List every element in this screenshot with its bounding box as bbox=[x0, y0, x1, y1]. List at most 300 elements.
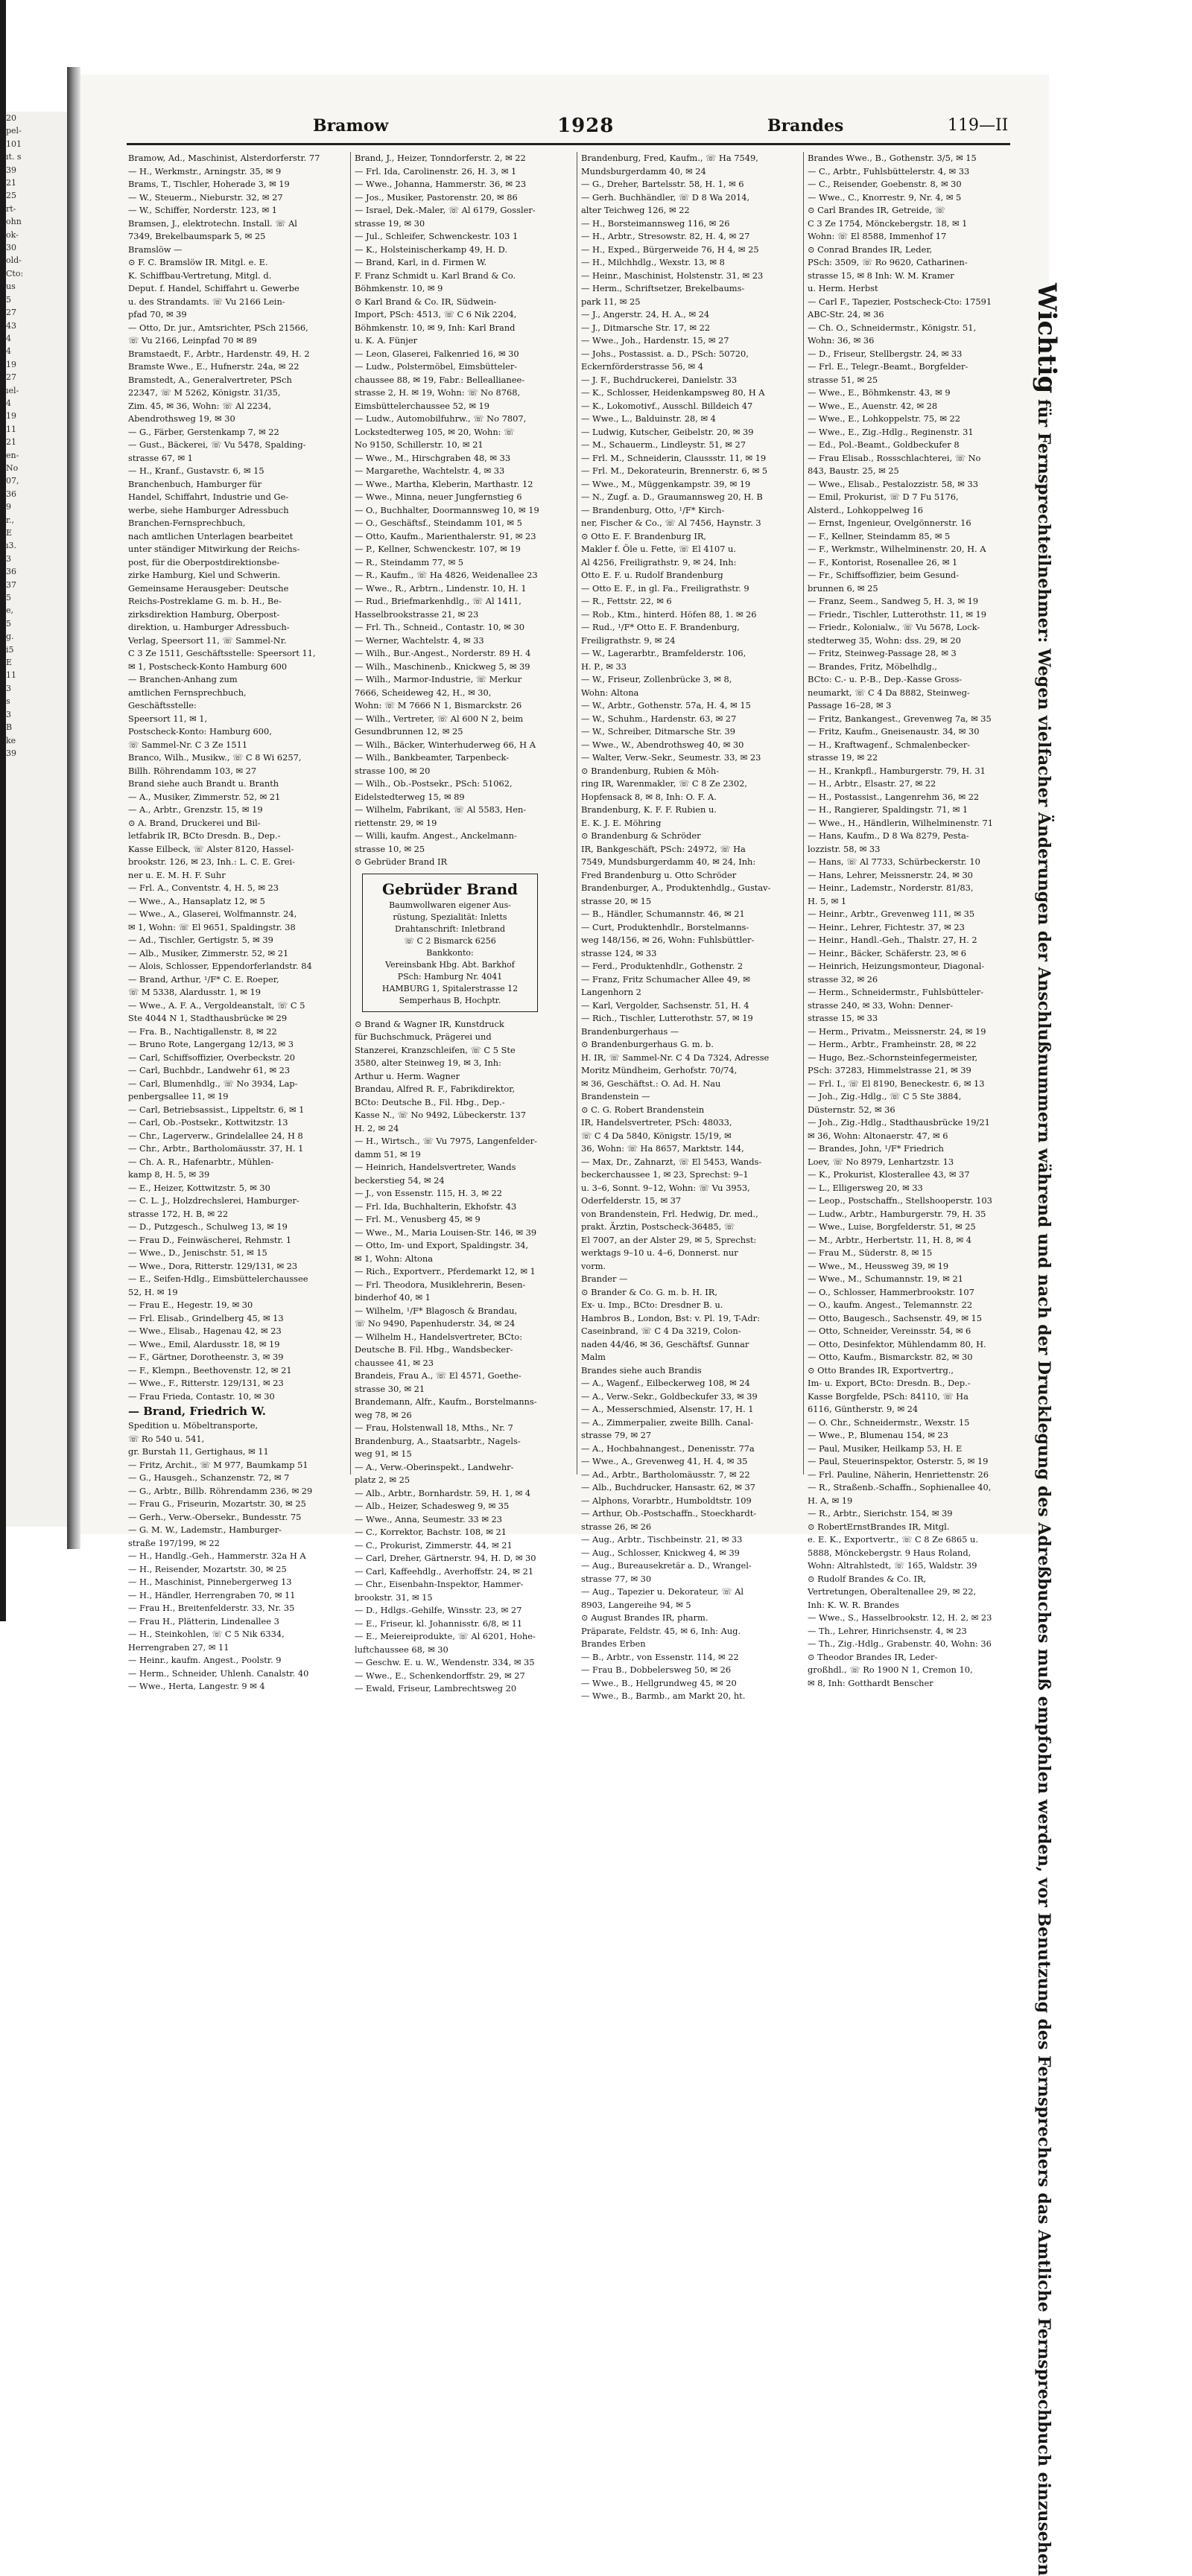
directory-entry: — Rich., Exportverr., Pferdemarkt 12, ✉ 1 bbox=[355, 1266, 536, 1276]
directory-entry: — F., Kontorist, Rosenallee 26, ✉ 1 bbox=[808, 556, 958, 567]
directory-entry: — A., Verw.-Oberinspekt., Landwehr- bbox=[355, 1461, 514, 1472]
directory-entry: — Frl. I., ☏ El 8190, Beneckestr. 6, ✉ 13 bbox=[808, 1078, 985, 1089]
directory-entry: — Ferd., Produktenhdlr., Gothenstr. 2 bbox=[581, 961, 744, 971]
prev-page-fragment: 27 bbox=[6, 308, 16, 318]
directory-entry: Böhmkenstr. 10, ✉ 9 bbox=[355, 283, 443, 293]
directory-entry: — Ludwig, Kutscher, Geibelstr. 20, ✉ 39 bbox=[581, 426, 754, 437]
directory-entry: — H., Kraftwagenf., Schmalenbecker- bbox=[808, 739, 971, 750]
directory-entry: — Alois, Schlosser, Eppendorferlandstr. 84 bbox=[128, 961, 312, 971]
directory-entry: — Ludw., Arbtr., Hamburgerstr. 79, H. 35 bbox=[808, 1208, 986, 1219]
directory-entry: — Wwe., M., Maria Louisen-Str. 146, ✉ 39 bbox=[355, 1227, 537, 1238]
directory-entry: PSch: 37283, Himmelstrasse 21, ✉ 39 bbox=[808, 1065, 971, 1075]
directory-entry: Kasse Eilbeck, ☏ Alster 8120, Hassel- bbox=[128, 843, 294, 854]
directory-entry: Wohn: 36, ✉ 36 bbox=[808, 335, 875, 346]
directory-entry: — Curt, Produktenhdlr., Borstelmanns- bbox=[581, 921, 749, 932]
directory-entry: amtlichen Fernsprechbuch, bbox=[128, 687, 247, 698]
directory-entry: — Wwe., M., Schumannstr. 19, ✉ 21 bbox=[808, 1273, 963, 1284]
directory-entry: ⊙ Brandenburg & Schröder bbox=[581, 830, 701, 841]
directory-entry: El 7007, an der Alster 29, ✉ 5, Sprechst: bbox=[581, 1234, 757, 1245]
directory-entry: — A., Messerschmied, Alsenstr. 17, H. 1 bbox=[581, 1404, 754, 1414]
directory-entry: — F., Kellner, Steindamm 85, ✉ 5 bbox=[808, 530, 951, 541]
prev-page-fragment: r., bbox=[6, 515, 15, 525]
directory-entry: — Alb., Musiker, Zimmerstr. 52, ✉ 21 bbox=[128, 947, 289, 958]
ad-line: rüstung, Spezialität: Inletts bbox=[393, 912, 507, 922]
prev-page-fragment: 5 bbox=[6, 294, 11, 305]
directory-entry: — Frl. A., Conventstr. 4, H. 5, ✉ 23 bbox=[128, 882, 279, 893]
directory-entry: strasse 77, ✉ 30 bbox=[581, 1573, 652, 1584]
directory-entry: — Wwe., L., Balduinstr. 28, ✉ 4 bbox=[581, 413, 716, 424]
directory-entry: Bramslöw — bbox=[128, 244, 183, 255]
directory-entry: — Wwe., S., Hasselbrookstr. 12, H. 2, ✉ 23 bbox=[808, 1612, 992, 1623]
directory-entry: — Frau Frieda, Contastr. 10, ✉ 30 bbox=[128, 1390, 275, 1402]
directory-entry: — Carl, Dreher, Gärtnerstr. 94, H. D, ✉ 30 bbox=[355, 1553, 536, 1563]
prev-page-fragment: 25 bbox=[6, 191, 16, 201]
directory-entry: — H., Händler, Herrengraben 70, ✉ 11 bbox=[128, 1589, 296, 1600]
directory-entry: — J. F., Buchdruckerei, Danielstr. 33 bbox=[581, 374, 738, 385]
directory-entry: — Frl. E., Telegr.-Beamt., Borgfelder- bbox=[808, 361, 968, 372]
prev-page-fragment: 43 bbox=[6, 320, 16, 331]
prev-page-fragment: 4 bbox=[6, 398, 11, 408]
directory-entry: — H., Exped., Bürgerweide 76, H 4, ✉ 25 bbox=[581, 244, 759, 255]
directory-entry: — Wwe., W., Abendrothsweg 40, ✉ 30 bbox=[581, 739, 744, 750]
directory-entry: — Wilh., Maschinenb., Knickweg 5, ✉ 39 bbox=[355, 661, 530, 672]
directory-entry: — D., Putzgesch., Schulweg 13, ✉ 19 bbox=[128, 1221, 288, 1232]
directory-entry: — Wilhelm, ¹/F* Blagosch & Brandau, bbox=[355, 1305, 518, 1316]
directory-entry: — F., Werkmstr., Wilhelminenstr. 20, H. A bbox=[808, 544, 986, 554]
prev-page-fragment: 27 bbox=[6, 372, 16, 383]
directory-entry: — Margarethe, Wachtelstr. 4, ✉ 33 bbox=[355, 465, 505, 476]
directory-entry: gr. Burstah 11, Gertighaus, ✉ 11 bbox=[128, 1446, 269, 1457]
directory-entry: ✉ 8, Inh: Gotthardt Benscher bbox=[808, 1677, 933, 1688]
directory-entry: — Johs., Postassist. a. D., PSch: 50720, bbox=[581, 348, 749, 359]
directory-entry: strasse 30, ✉ 21 bbox=[355, 1383, 425, 1394]
directory-entry: ✉ 1, Wohn: Altona bbox=[355, 1253, 434, 1264]
ad-line: Vereinsbank Hbg. Abt. Barkhof bbox=[385, 959, 515, 970]
directory-entry: Brandenstein — bbox=[581, 1091, 650, 1101]
directory-entry: — Chr., Arbtr., Bartholomäusstr. 37, H. 1 bbox=[128, 1143, 304, 1154]
directory-entry: — Rich., Tischler, Lutterothstr. 57, ✉ 19 bbox=[581, 1013, 753, 1023]
directory-entry: ner u. E. M. H. F. Suhr bbox=[128, 869, 226, 880]
directory-entry: — Ch. A. R., Hafenarbtr., Mühlen- bbox=[128, 1156, 274, 1167]
ad-line: HAMBURG 1, Spitalerstrasse 12 bbox=[381, 983, 519, 993]
directory-entry: — H., Rangierer, Spaldingstr. 71, ✉ 1 bbox=[808, 804, 968, 815]
directory-entry: — C., Prokurist, Zimmerstr. 44, ✉ 21 bbox=[355, 1539, 513, 1551]
directory-entry: — Wwe., C., Knorrestr. 9, Nr. 4, ✉ 5 bbox=[808, 191, 962, 203]
prev-page-fragment: 37 bbox=[6, 579, 16, 590]
directory-entry: brunnen 6, ✉ 25 bbox=[808, 582, 878, 594]
directory-entry: — Heinr., kaufm. Angest., Poolstr. 9 bbox=[128, 1655, 282, 1665]
directory-entry: Geschäftsstelle: bbox=[128, 700, 197, 710]
directory-entry: weg 91, ✉ 15 bbox=[355, 1448, 412, 1459]
directory-entry: ⊙ August Brandes IR, pharm. bbox=[581, 1612, 708, 1623]
directory-entry: — Rob., Ktm., hinterd. Höfen 88, 1. ✉ 26 bbox=[581, 608, 757, 620]
directory-entry: K. Schiffbau-Vertretung, Mitgl. d. bbox=[128, 270, 272, 281]
directory-entry: — A., Arbtr., Grenzstr. 15, ✉ 19 bbox=[128, 804, 263, 815]
prev-page-fragment: g. bbox=[6, 632, 14, 642]
directory-entry: 52, H. ✉ 19 bbox=[128, 1286, 178, 1297]
directory-entry: — Otto, Baugesch., Sachsenstr. 49, ✉ 15 bbox=[808, 1312, 983, 1323]
directory-entry: — H., Borsteimannsweg 116, ✉ 26 bbox=[581, 217, 730, 229]
directory-entry: — Wilh., Bur.-Angest., Norderstr. 89 H. 4 bbox=[355, 648, 531, 658]
directory-entry: — Heinr., Arbtr., Grevenweg 111, ✉ 35 bbox=[808, 909, 975, 919]
prev-page-fragment: ohn bbox=[6, 217, 22, 227]
prev-page-fragment: 21 bbox=[6, 437, 16, 448]
directory-entry: — Frau H., Plätterin, Lindenallee 3 bbox=[128, 1615, 279, 1626]
directory-entry: — Wwe., Emil, Alardusstr. 18, ✉ 19 bbox=[128, 1338, 280, 1349]
prev-page-fragment: ıel- bbox=[6, 385, 19, 395]
directory-entry: kamp 8, H. 5, ✉ 39 bbox=[128, 1169, 210, 1180]
directory-entry: Oderfelderstr. 15, ✉ 37 bbox=[581, 1195, 682, 1206]
gebrueder-brand-ad bbox=[362, 874, 538, 1012]
directory-entry: strasse 15, ✉ 33 bbox=[808, 1013, 878, 1023]
directory-entry: — Brandes, Fritz, Möbelhdlg., bbox=[808, 661, 937, 672]
page-number: 119—II bbox=[948, 116, 1009, 135]
directory-entry: — Fritz, Kaufm., Gneisenaustr. 34, ✉ 30 bbox=[808, 726, 980, 737]
directory-entry: ✉ 1, Wohn: ☏ El 9651, Spaldingstr. 38 bbox=[128, 921, 296, 932]
directory-entry: Abendrothsweg 19, ✉ 30 bbox=[128, 413, 235, 424]
prev-page-fragment: ke bbox=[6, 735, 16, 745]
prev-page-fragment: 19 bbox=[6, 411, 16, 422]
directory-entry: — Branchen-Anhang zum bbox=[128, 674, 238, 684]
directory-entry: Makler f. Öle u. Fette, ☏ El 4107 u. bbox=[581, 544, 736, 554]
directory-entry: — Gust., Bäckerei, ☏ Vu 5478, Spalding- bbox=[128, 439, 306, 450]
directory-entry: Deput. f. Handel, Schiffahrt u. Gewerbe bbox=[128, 283, 299, 293]
directory-entry: luftchaussee 68, ✉ 30 bbox=[355, 1644, 448, 1655]
directory-entry: — Otto E. F., in gl. Fa., Freiligrathstr. 9 bbox=[581, 582, 749, 594]
previous-page-edge bbox=[6, 112, 67, 1527]
prev-page-fragment: ı3. bbox=[6, 541, 17, 551]
directory-entry: — E., Seifen-Hdlg., Eimsbüttelerchaussee bbox=[128, 1273, 308, 1284]
directory-entry: — H., Steinkohlen, ☏ C 5 Nik 6334, bbox=[128, 1629, 285, 1639]
directory-entry: ☏ No 9490, Papenhuderstr. 34, ✉ 24 bbox=[355, 1318, 516, 1329]
header-year: 1928 bbox=[557, 115, 615, 137]
directory-entry: — Herm., Schneider, Uhlenh. Canalstr. 40 bbox=[128, 1667, 309, 1679]
directory-entry: — E., Friseur, kl. Johannisstr. 6/8, ✉ 11 bbox=[355, 1618, 523, 1629]
directory-entry: No 9150, Schillerstr. 10, ✉ 21 bbox=[355, 439, 484, 450]
prev-page-fragment: us bbox=[6, 282, 16, 292]
directory-entry: — Heinrich, Heizungsmonteur, Diagonal- bbox=[808, 961, 985, 971]
prev-page-fragment: rt- bbox=[6, 203, 16, 214]
directory-column-1 bbox=[128, 152, 320, 1691]
ad-line: PSch: Hamburg Nr. 4041 bbox=[397, 971, 503, 982]
prev-page-fragment: 39 bbox=[6, 748, 16, 758]
directory-entry: 36, Wohn: ☏ Ha 8657, Marktstr. 144, bbox=[581, 1143, 744, 1154]
directory-entry: u. Herm. Herbst bbox=[808, 283, 878, 293]
directory-entry: für Buchschmuck, Prägerei und bbox=[355, 1031, 492, 1042]
directory-entry: beckerstieg 54, ✉ 24 bbox=[355, 1174, 445, 1186]
directory-entry: Reichs-Postreklame G. m. b. H., Be- bbox=[128, 596, 282, 606]
prev-page-fragment: B bbox=[6, 722, 13, 733]
directory-entry: strasse 67, ✉ 1 bbox=[128, 452, 193, 463]
directory-entry: — Heinr., Maschinist, Holstenstr. 31, ✉ 23 bbox=[581, 270, 764, 281]
directory-entry: — W., Steuerm., Nieburstr. 32, ✉ 27 bbox=[128, 191, 283, 203]
directory-entry: — Brandenburg, Otto, ¹/F* Kirch- bbox=[581, 504, 725, 515]
directory-entry: Speersort 11, ✉ 1, bbox=[128, 713, 208, 724]
directory-entry: — Wwe., E., Zig.-Hdlg., Reginenstr. 31 bbox=[808, 426, 974, 437]
directory-entry: — Ed., Pol.-Beamt., Goldbeckufer 8 bbox=[808, 439, 960, 450]
directory-entry: weg 148/156, ✉ 26, Wohn: Fuhlsbüttler- bbox=[581, 935, 755, 945]
directory-entry: letfabrik IR, BCto Dresdn. B., Dep.- bbox=[128, 830, 281, 841]
directory-entry: — Wwe., M., Hirschgraben 48, ✉ 33 bbox=[355, 452, 511, 463]
directory-entry: u. des Strandamts. ☏ Vu 2166 Lein- bbox=[128, 296, 285, 307]
directory-entry: — Th., Lehrer, Hinrichsenstr. 4, ✉ 23 bbox=[808, 1625, 967, 1636]
directory-entry: ⊙ A. Brand, Druckerei und Bil- bbox=[128, 817, 261, 828]
directory-entry: 5888, Mönckebergstr. 9 Haus Roland, bbox=[808, 1547, 971, 1558]
directory-entry: 7549, Mundsburgerdamm 40, ✉ 24, Inh: bbox=[581, 856, 756, 867]
directory-entry: ⊙ Gebrüder Brand IR bbox=[355, 856, 448, 867]
directory-entry: Import, PSch: 4513, ☏ C 6 Nik 2204, bbox=[355, 309, 517, 319]
directory-entry: IR, Bankgeschäft, PSch: 24972, ☏ Ha bbox=[581, 843, 746, 854]
directory-entry: Ste 4044 N 1, Stadthausbrücke ✉ 29 bbox=[128, 1013, 288, 1023]
directory-entry: — Wwe., F., Ritterstr. 129/131, ✉ 23 bbox=[128, 1378, 284, 1388]
directory-entry: 843, Baustr. 25, ✉ 25 bbox=[808, 465, 899, 476]
directory-entry: — O., kaufm. Angest., Telemannstr. 22 bbox=[808, 1300, 973, 1310]
directory-entry: — Ewald, Friseur, Lambrechtsweg 20 bbox=[355, 1683, 517, 1694]
directory-entry: ⊙ RobertErnstBrandes IR, Mitgl. bbox=[808, 1521, 950, 1532]
directory-entry: 8903, Langereihe 94, ✉ 5 bbox=[581, 1599, 691, 1610]
directory-entry: — O., Buchhalter, Doormannsweg 10, ✉ 19 bbox=[355, 504, 539, 515]
directory-entry: — Max, Dr., Zahnarzt, ☏ El 5453, Wands- bbox=[581, 1156, 762, 1167]
directory-entry: — Heinr., Lehrer, Fichtestr. 37, ✉ 23 bbox=[808, 921, 965, 932]
prev-page-fragment: ıt. s bbox=[6, 152, 22, 162]
directory-entry: — Wwe., Anna, Seumestr. 33 ✉ 23 bbox=[355, 1513, 503, 1524]
directory-entry: — Wilhelm, Fabrikant, ☏ Al 5583, Hen- bbox=[355, 804, 527, 815]
directory-entry: — Brandes, John, ¹/F* Friedrich bbox=[808, 1143, 944, 1154]
directory-entry: — Herm., Arbtr., Framheinstr. 28, ✉ 22 bbox=[808, 1039, 977, 1049]
directory-entry: — Wwe., Joh., Hardenstr. 15, ✉ 27 bbox=[581, 335, 729, 346]
directory-entry: Bramstaedt, F., Arbtr., Hardenstr. 49, H. 2 bbox=[128, 348, 310, 359]
directory-entry: — Wwe., Dora, Ritterstr. 129/131, ✉ 23 bbox=[128, 1260, 298, 1271]
directory-entry: — Wwe., Minna, neuer Jungfernstieg 6 bbox=[355, 492, 522, 502]
directory-entry: Brandemann, Alfr., Kaufm., Borstelmanns- bbox=[355, 1396, 537, 1407]
directory-entry: — Wilh., Vertreter, ☏ Al 600 N 2, beim bbox=[355, 713, 524, 724]
directory-entry: — Wwe., Elisab., Hagenau 42, ✉ 23 bbox=[128, 1326, 282, 1336]
directory-entry: — Carl, Buchbdr., Landwehr 61, ✉ 23 bbox=[128, 1065, 291, 1075]
directory-entry: — Th., Zig.-Hdlg., Grabenstr. 40, Wohn: 36 bbox=[808, 1638, 992, 1649]
directory-entry: — E., Meiereiprodukte, ☏ Al 6201, Hohe- bbox=[355, 1631, 536, 1641]
directory-entry: — Fr., Schiffsoffizier, beim Gesund- bbox=[808, 570, 960, 580]
directory-entry: — Jul., Schleifer, Schwenckestr. 103 1 bbox=[355, 231, 519, 241]
directory-entry: — Hans, Kaufm., D 8 Wa 8279, Pesta- bbox=[808, 830, 969, 841]
directory-entry: Brand, J., Heizer, Tonndorferstr. 2, ✉ 22 bbox=[355, 153, 526, 163]
directory-entry: — Frau B., Dobbelersweg 50, ✉ 26 bbox=[581, 1664, 732, 1675]
directory-entry: u. 3–6, Sonnt. 9–12, Wohn: ☏ Vu 3953, bbox=[581, 1182, 750, 1193]
directory-entry: — M., Schauerm., Lindleystr. 51, ✉ 27 bbox=[581, 439, 746, 450]
directory-entry: riettenstr. 29, ✉ 19 bbox=[355, 817, 437, 828]
directory-entry: — Brand, Karl, in d. Firmen W. bbox=[355, 257, 487, 267]
directory-entry: werbe, siehe Hamburger Adressbuch bbox=[128, 504, 289, 515]
directory-entry: strasse 124, ✉ 33 bbox=[581, 947, 657, 958]
prev-page-fragment: ok- bbox=[6, 229, 19, 240]
directory-entry: großhdl., ☏ Ro 1900 N 1, Cremon 10, bbox=[808, 1664, 973, 1675]
directory-entry: — W., Schuhm., Hardenstr. 63, ✉ 27 bbox=[581, 713, 737, 724]
directory-entry: park 11, ✉ 25 bbox=[581, 296, 641, 307]
directory-entry: strasse 32, ✉ 26 bbox=[808, 973, 878, 985]
directory-column-2 bbox=[355, 152, 545, 1694]
directory-entry: Böhmkenstr. 10, ✉ 9, Inh: Karl Brand bbox=[355, 322, 516, 333]
directory-entry: — Ludw., Automobilfuhrw., ☏ No 7807, bbox=[355, 413, 527, 424]
header-last-name: Brandes bbox=[767, 116, 844, 136]
directory-entry: — Wwe., H., Händlerin, Wilhelminenstr. 71 bbox=[808, 817, 993, 828]
directory-entry: Stanzerei, Kranzschleifen, ☏ C 5 Ste bbox=[355, 1044, 516, 1055]
directory-entry: ⊙ Brander & Co. G. m. b. H. IR, bbox=[581, 1286, 717, 1297]
directory-entry: ⊙ Brandenburg, Rubien & Möh- bbox=[581, 765, 720, 776]
directory-entry: — Wilhelm H., Handelsvertreter, BCto: bbox=[355, 1331, 523, 1342]
directory-entry: zirke Hamburg, Kiel und Schwerin. bbox=[128, 570, 281, 580]
directory-entry: — Wwe., P., Blumenau 154, ✉ 23 bbox=[808, 1430, 948, 1440]
directory-entry: Hambros B., London, Bst: v. Pl. 19, T-Adr: bbox=[581, 1312, 760, 1323]
directory-entry: — H., Handlg.-Geh., Hammerstr. 32a H A bbox=[128, 1551, 306, 1561]
directory-entry: — Aug., Tapezier u. Dekorateur, ☏ Al bbox=[581, 1586, 744, 1597]
directory-entry: — Wwe., Herta, Langestr. 9 ✉ 4 bbox=[128, 1681, 265, 1691]
directory-entry: — Fritz, Bankangest., Grevenweg 7a, ✉ 35 bbox=[808, 713, 992, 724]
directory-entry: — Walter, Verw.-Sekr., Seumestr. 33, ✉ 23 bbox=[581, 752, 761, 763]
directory-entry: — Frau, Holstenwall 18, Mths., Nr. 7 bbox=[355, 1422, 513, 1433]
directory-entry: — Herm., Schneidermstr., Fuhlsbütteler- bbox=[808, 987, 984, 997]
notice-text: für Fernsprechteilnehmer: Wegen vielfacher Änderungen der Anschlußnummern während und nach der Drucklegung des Adreßbuches muß empfohlen werden, vor Benutzung des Fernsprechers das Amtliche Fernsprechbuch einzusehen bbox=[1034, 399, 1053, 2576]
directory-entry: — Joh., Zig.-Hdlg., Stadthausbrücke 19/21 bbox=[808, 1117, 990, 1128]
directory-entry: Branchen-Fernsprechbuch, bbox=[128, 518, 246, 528]
directory-entry: ☏ M 5338, Alardusstr. 1, ✉ 19 bbox=[128, 987, 261, 997]
directory-entry: — L., Elligersweg 20, ✉ 33 bbox=[808, 1182, 923, 1193]
directory-entry: — H., Milchhdlg., Wexstr. 13, ✉ 8 bbox=[581, 257, 725, 267]
directory-entry: strasse 51, ✉ 25 bbox=[808, 374, 878, 385]
directory-entry: Fred Brandenburg u. Otto Schröder bbox=[581, 869, 737, 880]
directory-entry: — Carl F., Tapezier, Postscheck-Cto: 17591 bbox=[808, 296, 992, 307]
directory-entry: — Frau G., Friseurin, Mozartstr. 30, ✉ 25 bbox=[128, 1498, 306, 1509]
directory-entry: Wohn: Altrahlstedt, ☏ 165, Waldstr. 39 bbox=[808, 1560, 977, 1571]
directory-entry: von Brandenstein, Frl. Hedwig, Dr. med., bbox=[581, 1208, 758, 1219]
directory-entry: — Paul, Steuerinspektor, Osterstr. 5, ✉ 19 bbox=[808, 1456, 989, 1466]
directory-entry: strasse 240, ✉ 33, Wohn: Denner- bbox=[808, 999, 954, 1011]
directory-entry: vorm. bbox=[581, 1260, 606, 1271]
directory-entry: — Heinrich, Handelsvertreter, Wands bbox=[355, 1162, 516, 1172]
directory-entry: Eckernförderstrasse 56, ✉ 4 bbox=[581, 361, 703, 372]
directory-entry: Zim. 45, ✉ 36, Wohn: ☏ Al 2234, bbox=[128, 400, 272, 411]
directory-entry: — Wwe., Luise, Borgfelderstr. 51, ✉ 25 bbox=[808, 1221, 976, 1232]
directory-entry: ⊙ Carl Brandes IR, Getreide, ☏ bbox=[808, 205, 945, 215]
prev-page-fragment: 5 bbox=[6, 618, 11, 629]
directory-entry: straße 197/199, ✉ 22 bbox=[128, 1537, 220, 1548]
directory-entry: — Friedr., Tischler, Lutterothstr. 11, ✉ 19 bbox=[808, 608, 986, 620]
directory-entry: — O., Geschäftsf., Steindamm 101, ✉ 5 bbox=[355, 518, 522, 528]
directory-entry: — Brand, Arthur, ¹/F* C. E. Roeper, bbox=[128, 973, 279, 985]
directory-entry: — Wwe., M., Müggenkampstr. 39, ✉ 19 bbox=[581, 478, 751, 489]
directory-entry: — Frl. M., Dekorateurin, Brennerstr. 6, ✉ 5 bbox=[581, 465, 768, 476]
prev-page-fragment: 36 bbox=[6, 567, 16, 577]
directory-entry: — Paul, Musiker, Heilkamp 53, H. E bbox=[808, 1443, 963, 1454]
directory-entry: — J., von Essenstr. 115, H. 3, ✉ 22 bbox=[355, 1188, 503, 1198]
book-gutter bbox=[67, 67, 80, 1549]
directory-entry: Lockstedterweg 105, ✉ 20, Wohn: ☏ bbox=[355, 426, 515, 437]
directory-entry: H. P., ✉ 33 bbox=[581, 661, 627, 672]
directory-entry: ⊙ Otto E. F. Brandenburg IR, bbox=[581, 530, 707, 541]
directory-entry: — G., Färber, Gerstenkamp 7, ✉ 22 bbox=[128, 426, 279, 437]
directory-entry: Handel, Schiffahrt, Industrie und Ge- bbox=[128, 492, 289, 502]
prev-page-fragment: i5 bbox=[6, 644, 14, 655]
directory-entry: platz 2, ✉ 25 bbox=[355, 1475, 410, 1485]
directory-entry: — G., Hausgeh., Schanzenstr. 72, ✉ 7 bbox=[128, 1472, 290, 1483]
directory-entry: — B., Arbtr., von Essenstr. 114, ✉ 22 bbox=[581, 1651, 739, 1662]
directory-entry: — Heinr., Handl.-Geh., Thalstr. 27, H. 2 bbox=[808, 935, 977, 945]
directory-entry: IR, Handelsvertreter, PSch: 48033, bbox=[581, 1117, 732, 1128]
directory-entry: 3580, alter Steinweg 19, ✉ 3, Inh: bbox=[355, 1058, 501, 1068]
ad-line: Bankkonto: bbox=[426, 947, 474, 958]
directory-entry: post, für die Oberpostdirektionsbe- bbox=[128, 556, 280, 567]
directory-entry: u. K. A. Fünjer bbox=[355, 335, 418, 346]
directory-entry: — Alb., Buchdrucker, Hansastr. 62, ✉ 37 bbox=[581, 1482, 755, 1492]
directory-entry: — Franz, Fritz Schumacher Allee 49, ✉ bbox=[581, 973, 750, 985]
directory-entry: — Herm., Schriftsetzer, Brekelbaums- bbox=[581, 283, 745, 293]
directory-entry: Bramste Wwe., E., Hufnerstr. 24a, ✉ 22 bbox=[128, 361, 299, 372]
directory-entry: Hopfensack 8, ✉ 8, Inh: O. F. A. bbox=[581, 791, 717, 802]
prev-page-fragment: E bbox=[6, 528, 13, 538]
directory-entry: — K., Holsteinischerkamp 49, H. D. bbox=[355, 244, 508, 255]
directory-entry: Brandes Erben bbox=[581, 1638, 646, 1649]
directory-entry: — Leop., Postschaffn., Stellshooperstr. 103 bbox=[808, 1195, 992, 1206]
directory-entry: — R., Kaufm., ☏ Ha 4826, Weidenallee 23 bbox=[355, 570, 538, 580]
directory-entry: Passage 16–28, ✉ 3 bbox=[808, 700, 892, 710]
header-rule bbox=[127, 143, 1010, 145]
directory-entry: — Wilh., Bäcker, Winterhuderweg 66, H A bbox=[355, 739, 536, 750]
directory-entry: — Franz, Seem., Sandweg 5, H. 3, ✉ 19 bbox=[808, 596, 979, 606]
ad-line: Semperhaus B, Hochptr. bbox=[399, 995, 501, 1005]
directory-entry: — R., Straßenb.-Schaffn., Sophienallee 40, bbox=[808, 1482, 992, 1492]
directory-entry: strasse 2, H. ✉ 19, Wohn: ☏ No 8768, bbox=[355, 387, 521, 398]
directory-entry: — B., Händler, Schumannstr. 46, ✉ 21 bbox=[581, 909, 745, 919]
directory-entry: — Alphons, Vorarbtr., Humboldtstr. 109 bbox=[581, 1495, 752, 1506]
directory-entry: Mundsburgerdamm 40, ✉ 24 bbox=[581, 165, 706, 176]
directory-entry: Wohn: ☏ M 7666 N 1, Bismarckstr. 26 bbox=[355, 700, 522, 710]
directory-entry: alter Teichweg 126, ✉ 22 bbox=[581, 205, 690, 215]
directory-entry: stedterweg 35, Wohn: dss. 29, ✉ 20 bbox=[808, 635, 961, 646]
directory-entry: Brandenburg, K. F. F. Rubien u. bbox=[581, 804, 717, 815]
directory-entry: — Aug., Bureausekretär a. D., Wrangel- bbox=[581, 1560, 752, 1571]
directory-entry: — Hans, ☏ Al 7733, Schürbeckerstr. 10 bbox=[808, 856, 980, 867]
prev-page-fragment: 11 bbox=[6, 424, 16, 434]
directory-entry: — Carl, Ob.-Postsekr., Kottwitzstr. 13 bbox=[128, 1117, 288, 1128]
directory-entry: — Frl. Ida, Carolinenstr. 26, H. 3, ✉ 1 bbox=[355, 165, 517, 176]
directory-entry: ✉ 36, Geschäftst.: O. Ad. H. Nau bbox=[581, 1078, 721, 1089]
directory-entry: lozzistr. 58, ✉ 33 bbox=[808, 843, 881, 854]
prev-page-fragment: 30 bbox=[6, 243, 16, 253]
directory-column-3 bbox=[581, 152, 772, 1701]
directory-entry: ⊙ Conrad Brandes IR, Leder, bbox=[808, 244, 933, 255]
directory-entry: — Frau M., Süderstr. 8, ✉ 15 bbox=[808, 1247, 933, 1258]
directory-entry: — Otto, Kaufm., Marienthalerstr. 91, ✉ 23 bbox=[355, 530, 536, 541]
directory-entry: — Alb., Heizer, Schadesweg 9, ✉ 35 bbox=[355, 1501, 510, 1511]
directory-entry: — Carl, Betriebsassist., Lippeltstr. 6, ✉ 1 bbox=[128, 1104, 305, 1115]
directory-entry: — Fritz, Archit., ☏ M 977, Baumkamp 51 bbox=[128, 1459, 308, 1470]
directory-entry: Gesundbrunnen 12, ✉ 25 bbox=[355, 726, 463, 737]
directory-entry: Brandes siehe auch Brandis bbox=[581, 1364, 702, 1376]
directory-entry: — G., Arbtr., Billb. Röhrendamm 236, ✉ 29 bbox=[128, 1485, 313, 1496]
directory-entry: Inh: K. W. R. Brandes bbox=[808, 1599, 899, 1610]
directory-entry: Spedition u. Möbeltransporte, bbox=[128, 1420, 259, 1431]
telephone-notice bbox=[1032, 283, 1062, 2576]
directory-entry: ✉ 1, Postscheck-Konto Hamburg 600 bbox=[128, 661, 288, 672]
directory-entry: — H., Arbtr., Elsastr. 27, ✉ 22 bbox=[808, 778, 936, 789]
directory-entry: Kasse N., ☏ No 9492, Lübeckerstr. 137 bbox=[355, 1110, 526, 1120]
prev-page-fragment: e, bbox=[6, 605, 14, 616]
directory-entry: beckerchaussee 1, ✉ 23, Sprechst: 9–1 bbox=[581, 1169, 749, 1180]
directory-entry: — Arthur, Ob.-Postschaffn., Stoeckhardt- bbox=[581, 1508, 757, 1518]
directory-entry: — W., Friseur, Zollenbrücke 3, ✉ 8, bbox=[581, 674, 732, 684]
directory-entry: C 3 Ze 1511, Geschäftsstelle: Speersort 11, bbox=[128, 648, 316, 658]
directory-entry: — Friedr., Kolonialw., ☏ Vu 5678, Lock- bbox=[808, 622, 980, 632]
directory-entry: Eimsbüttelerchaussee 52, ✉ 19 bbox=[355, 400, 489, 411]
prev-page-fragment: 101 bbox=[6, 139, 22, 149]
